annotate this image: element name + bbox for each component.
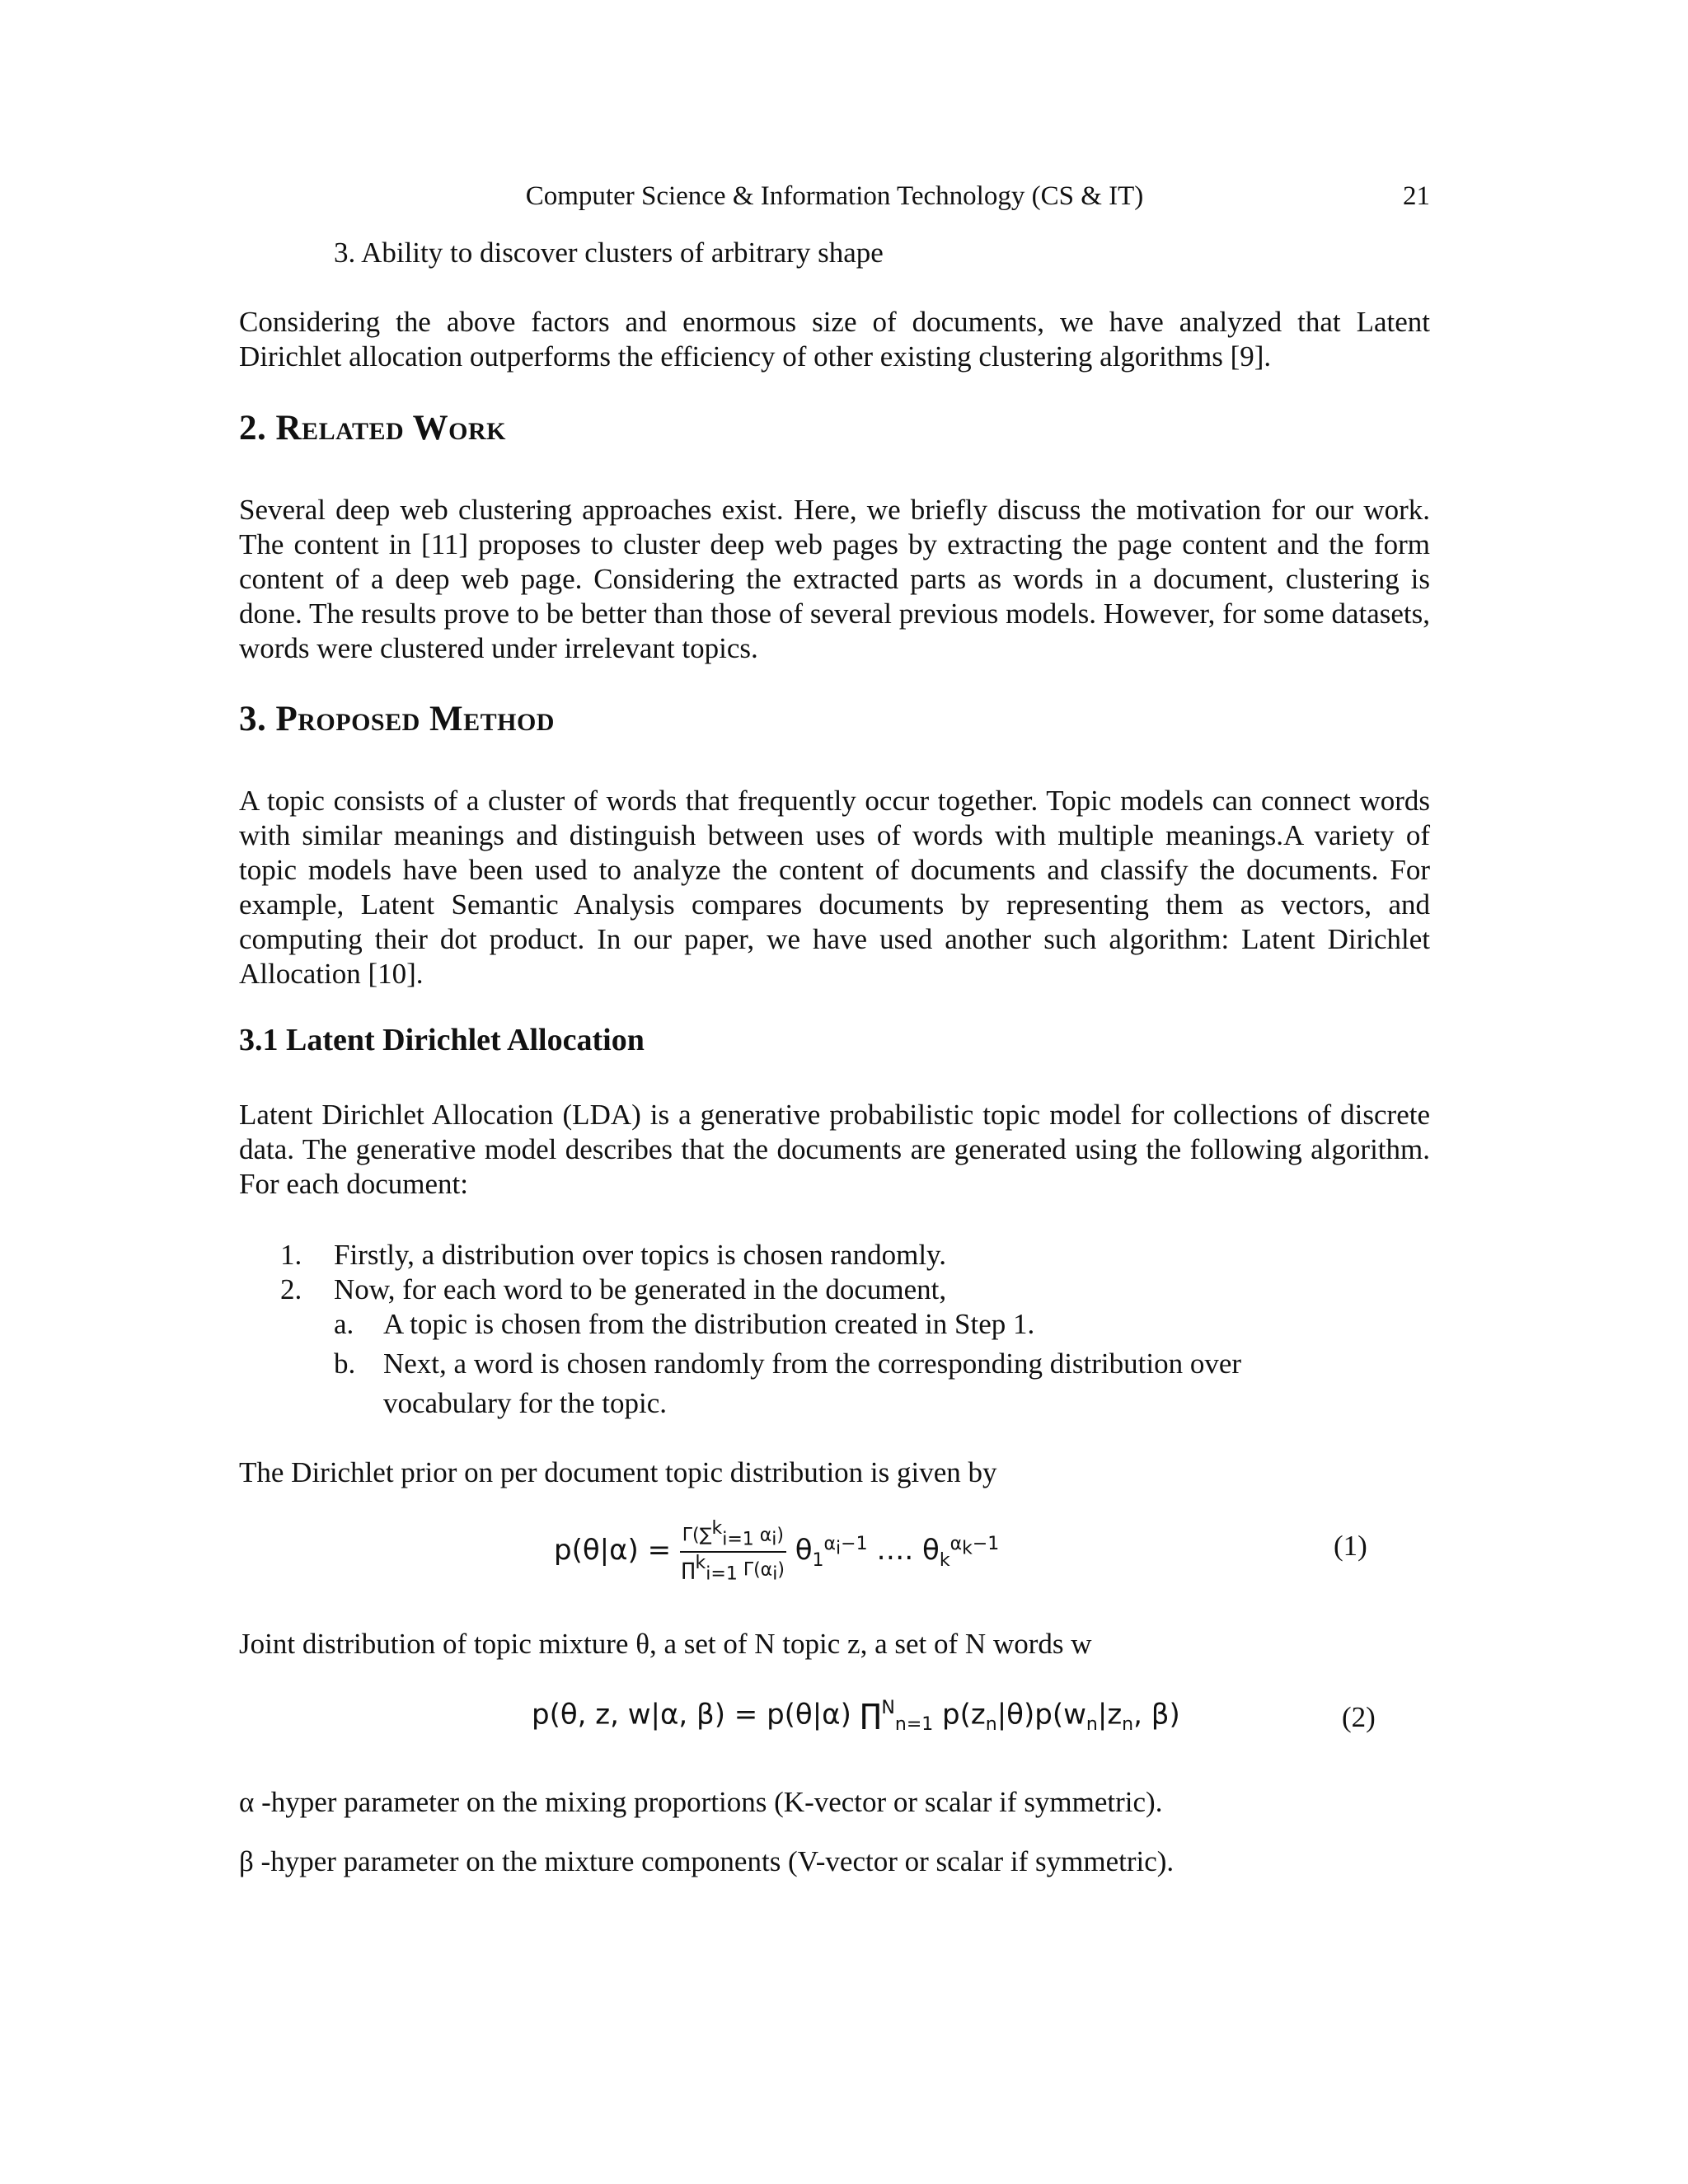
- equation-2: p(θ, z, w|α, β) = p(θ|α) ∏$^N_{n=1}$ $p(z_n|\theta)p(w_n|z_n$, β): [532, 1698, 1180, 1736]
- prior-paragraph: [239, 1455, 1430, 1490]
- prior-text: The Dirichlet prior on per document topic distribution is given by: [239, 1456, 997, 1488]
- equation-1-fraction: $\frac{\Gamma(\sum^k_{i=1} \alpha_i)}{\prod^k_{i=1} \Gamma(\alpha_i)}$: [681, 1518, 785, 1585]
- beta-text: β -hyper parameter on the mixture components (V-vector or scalar if symmetric).: [239, 1845, 1175, 1877]
- equation-1-number: (1): [1334, 1530, 1367, 1562]
- list-marker: 2.: [280, 1273, 302, 1305]
- equation-1: p(θ|α) = $\frac{\Gamma(\sum^k_{i=1} \alpha_i)}{\prod^k_{i=1} \Gamma(\alpha_i)}$ $\theta_1^{\alpha_i-1}$ …. $\theta_k^{\alpha_k-1}$: [554, 1518, 1000, 1585]
- subsection-heading-lda: 3.1 Latent Dirichlet Allocation: [239, 1023, 645, 1057]
- intro-paragraph: [239, 305, 1430, 374]
- sublist-marker: a.: [334, 1308, 354, 1340]
- intro-list-item-text: 3. Ability to discover clusters of arbitrary shape: [334, 237, 884, 269]
- joint-text: Joint distribution of topic mixture θ, a set of N topic z, a set of N words w: [239, 1628, 1092, 1660]
- list-marker: 1.: [280, 1239, 302, 1271]
- sublist-item-text: A topic is chosen from the distribution created in Step 1.: [383, 1308, 1035, 1340]
- related-work-text: Several deep web clustering approaches exist. Here, we briefly discuss the motivation for our work. The content in [11] proposes to cluster deep web pages by extracting the page content and the form content of a deep web page. Considering the extracted parts as words in a document, clustering is done. The results prove to be better than those of several previous models. However, for some datasets, words were clustered under irrelevant topics.: [239, 494, 1430, 664]
- section-heading-proposed-method: 3. Proposed Method: [239, 700, 555, 738]
- section-heading-related-work: 2. Related Work: [239, 409, 507, 448]
- alpha-text: α -hyper parameter on the mixing proportions (K-vector or scalar if symmetric).: [239, 1786, 1163, 1818]
- proposed-method-text: A topic consists of a cluster of words that frequently occur together. Topic models can connect words with similar meanings and distinguish between uses of words with multiple meanings.A variety of topic models have been used to analyze the content of documents and classify the documents. For example, Latent Semantic Analysis compares documents by representing them as vectors, and computing their dot product. In our paper, we have used another such algorithm: Latent Dirichlet Allocation [10].: [239, 785, 1430, 990]
- joint-paragraph: [239, 1627, 1430, 1661]
- running-header: [239, 181, 1430, 218]
- list-item-text: Now, for each word to be generated in the document,: [334, 1273, 947, 1305]
- header-title: Computer Science & Information Technology (CS & IT): [525, 181, 1144, 211]
- proposed-method-paragraph: [239, 784, 1430, 991]
- equation-2-number: (2): [1342, 1701, 1376, 1733]
- related-work-paragraph: [239, 493, 1430, 666]
- beta-paragraph: [239, 1844, 1430, 1879]
- lda-paragraph: [239, 1098, 1430, 1202]
- list-item-text: Firstly, a distribution over topics is chosen randomly.: [334, 1239, 947, 1271]
- intro-paragraph-text: Considering the above factors and enormous size of documents, we have analyzed that Latent Dirichlet allocation outperforms the efficiency of other existing clustering algorithms [9].: [239, 306, 1430, 373]
- lda-paragraph-text: Latent Dirichlet Allocation (LDA) is a generative probabilistic topic model for collections of discrete data. The generative model describes that the documents are generated using the following algorithm. For each document:: [239, 1099, 1430, 1200]
- sublist-marker: b.: [334, 1347, 356, 1380]
- sublist-continuation-text: vocabulary for the topic.: [383, 1387, 668, 1419]
- page-number: 21: [1403, 181, 1430, 211]
- sublist-item-text: Next, a word is chosen randomly from the corresponding distribution over: [383, 1347, 1242, 1380]
- alpha-paragraph: [239, 1785, 1430, 1820]
